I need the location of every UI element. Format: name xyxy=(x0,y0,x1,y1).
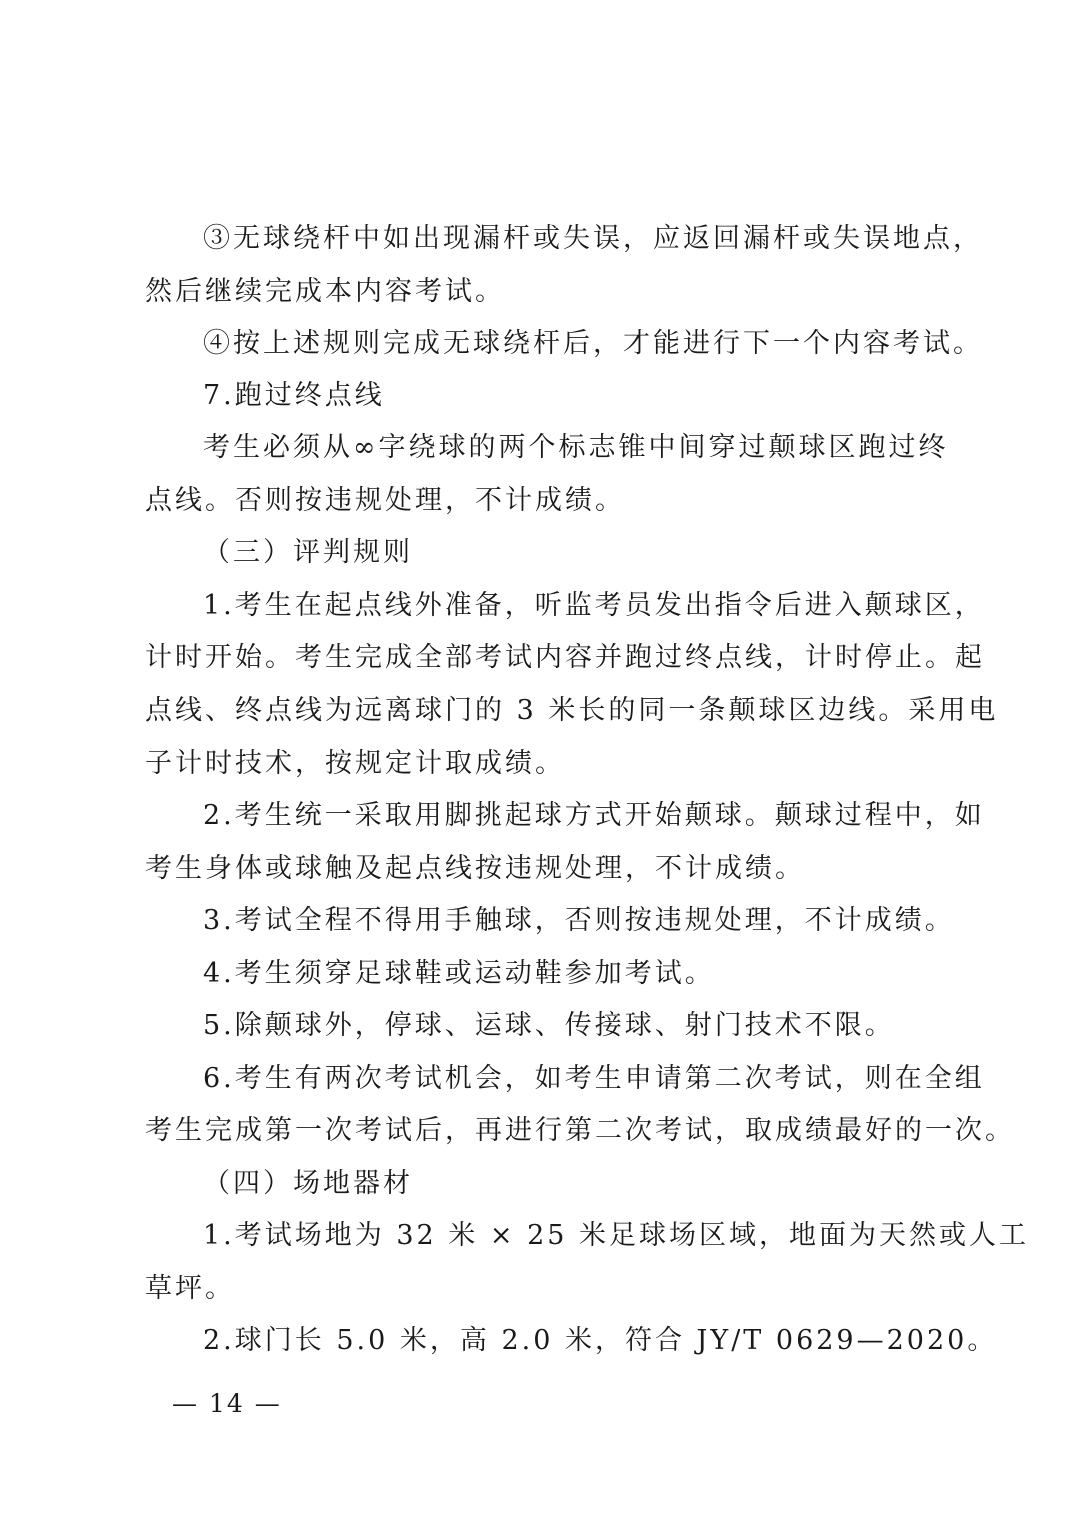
paragraph-line: 2.考生统一采取用脚挑起球方式开始颠球。颠球过程中，如 xyxy=(203,800,985,831)
paragraph-line: 5.除颠球外，停球、运球、传接球、射门技术不限。 xyxy=(203,1010,895,1041)
paragraph-line: 考生必须从∞字绕球的两个标志锥中间穿过颠球区跑过终 xyxy=(203,432,949,463)
paragraph-line: 2.球门长 5.0 米，高 2.0 米，符合 JY/T 0629—2020。 xyxy=(203,1325,998,1356)
paragraph-line: 草坪。 xyxy=(145,1273,235,1304)
paragraph-line: 考生身体或球触及起点线按违规处理，不计成绩。 xyxy=(145,853,805,884)
paragraph-line: 然后继续完成本内容考试。 xyxy=(145,276,505,307)
paragraph-line: 1.考试场地为 32 米 × 25 米足球场区域，地面为天然或人工 xyxy=(203,1220,1030,1251)
paragraph-line: ④按上述规则完成无球绕杆后，才能进行下一个内容考试。 xyxy=(203,328,983,359)
section-heading: （三）评判规则 xyxy=(203,537,413,568)
paragraph-line: 考生完成第一次考试后，再进行第二次考试，取成绩最好的一次。 xyxy=(145,1115,1015,1146)
paragraph-line: 6.考生有两次考试机会，如考生申请第二次考试，则在全组 xyxy=(203,1063,985,1094)
paragraph-line: 子计时技术，按规定计取成绩。 xyxy=(145,748,565,779)
paragraph-line: 点线。否则按违规处理，不计成绩。 xyxy=(145,485,625,516)
paragraph-line: ③无球绕杆中如出现漏杆或失误，应返回漏杆或失误地点， xyxy=(203,223,983,254)
paragraph-line: 4.考生须穿足球鞋或运动鞋参加考试。 xyxy=(203,958,715,989)
page-number: — 14 — xyxy=(172,1389,282,1418)
section-heading: 7.跑过终点线 xyxy=(203,380,385,411)
paragraph-line: 3.考试全程不得用手触球，否则按违规处理，不计成绩。 xyxy=(203,905,955,936)
paragraph-line: 点线、终点线为远离球门的 3 米长的同一条颠球区边线。采用电 xyxy=(145,695,999,726)
section-heading: （四）场地器材 xyxy=(203,1168,413,1199)
paragraph-line: 计时开始。考生完成全部考试内容并跑过终点线，计时停止。起 xyxy=(145,642,985,673)
paragraph-line: 1.考生在起点线外准备，听监考员发出指令后进入颠球区， xyxy=(203,590,985,621)
